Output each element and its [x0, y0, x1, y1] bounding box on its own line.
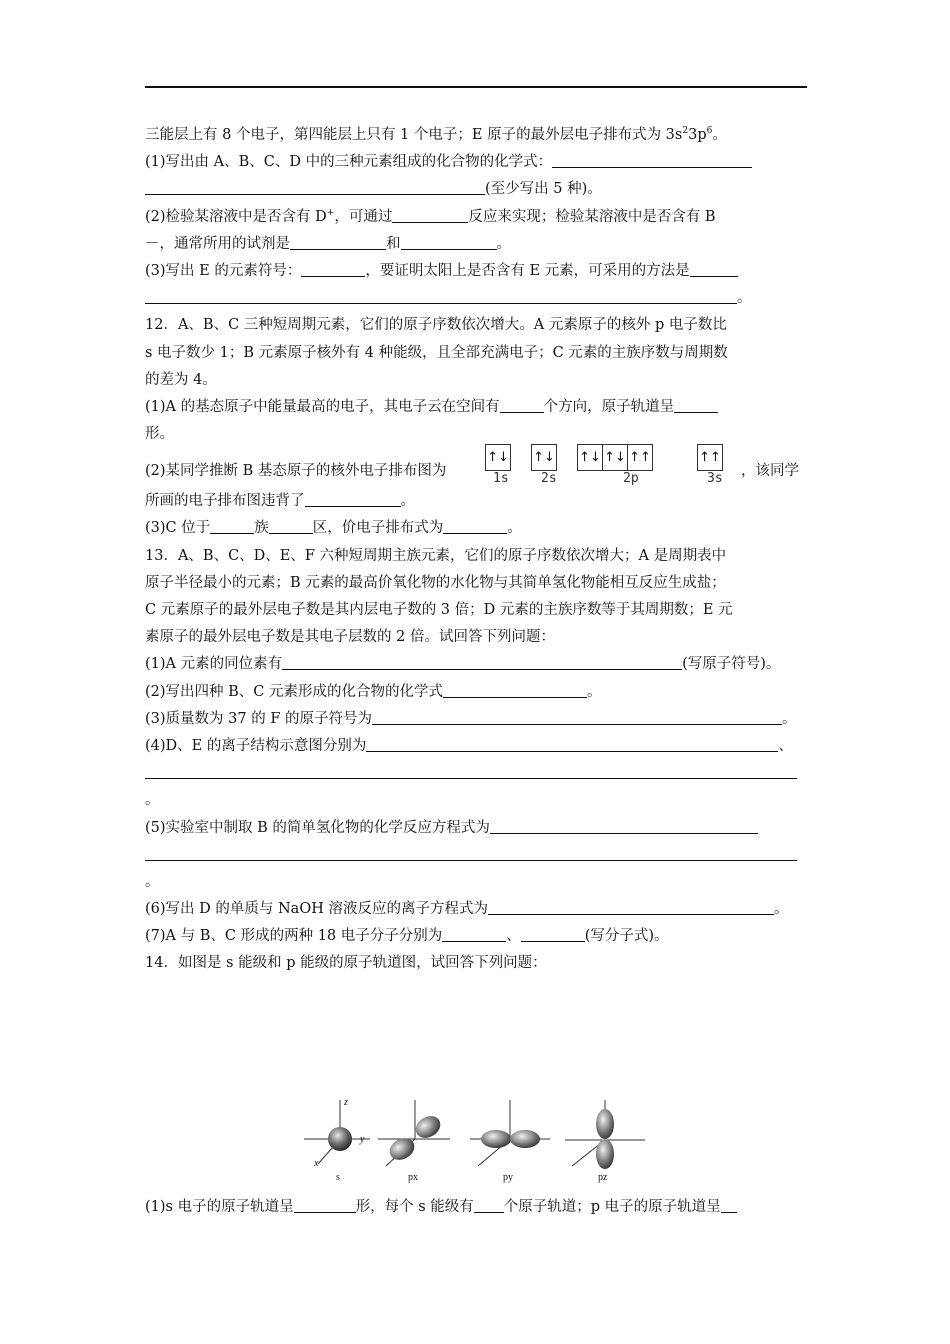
orbital-label-3s: 3s [707, 471, 723, 487]
q11-part2: (2)检验某溶液中是否含有 D+，可通过 反应来实现；检验某溶液中是否含有 B [145, 207, 716, 225]
q13-part7: (7)A 与 B、C 形成的两种 18 电子分子分别为 、 (写分子式)。 [145, 928, 669, 945]
answer-blank[interactable] [500, 398, 544, 413]
orbital-label-1s: 1s [493, 471, 509, 487]
py-orbital-lobe [481, 1130, 511, 1148]
q11-part3-cont: 。 [145, 285, 810, 312]
pz-orbital-lobe [596, 1139, 614, 1169]
q11-continued-line: 三能层上有 8 个电子，第四能层上只有 1 个电子；E 原子的最外层电子排布式为 $3s^23p^6$。 [145, 126, 727, 143]
q13-stem: 13．A、B、C、D、E、F 六种短周期主族元素，它们的原子序数依次增大；A 是周期表中 [145, 547, 727, 564]
answer-blank[interactable] [145, 289, 737, 304]
answer-blank[interactable] [269, 519, 313, 534]
caption-px: px [408, 1172, 418, 1183]
header-rule [145, 86, 807, 88]
caption-pz: pz [598, 1172, 608, 1183]
answer-blank[interactable] [210, 519, 254, 534]
q13-stem: 素原子的最外层电子数是其电子层数的 2 倍。试回答下列问题： [145, 629, 555, 646]
q12-part2-tail: ，该同学 [741, 463, 799, 480]
answer-blank[interactable] [488, 900, 774, 915]
answer-blank[interactable] [294, 1198, 356, 1213]
py-orbital-panel [470, 1100, 550, 1166]
q12-part3: (3)C 位于 族 区，价电子排布式为 。 [145, 520, 522, 537]
caption-py: py [503, 1172, 513, 1183]
answer-blank[interactable] [301, 262, 365, 277]
axis-label-x: x [314, 1158, 319, 1169]
orbital-figure [300, 1094, 650, 1186]
answer-blank[interactable] [674, 398, 718, 413]
answer-blank[interactable] [401, 235, 497, 250]
q12-part2-cont: 所画的电子排布图违背了 。 [145, 493, 415, 510]
q11-part1: (1)写出由 A、B、C、D 中的三种元素组成的化合物的化学式： [145, 149, 810, 176]
orbital-box-2p: ↑↓ ↑↓ ↑↑ [577, 444, 653, 471]
answer-blank[interactable] [443, 519, 507, 534]
q13-part2: (2)写出四种 B、C 元素形成的化合物的化学式 。 [145, 683, 602, 700]
q12-stem: 12．A、B、C 三种短周期元素，它们的原子序数依次增大。A 元素原子的核外 p 电子数比 [145, 317, 727, 334]
orbital-box-2s: ↑↓ [531, 444, 557, 471]
orbital-box-3s: ↑↑ [697, 444, 723, 471]
answer-blank[interactable] [366, 737, 778, 752]
q13-part5: (5)实验室中制取 B 的简单氢化物的化学反应方程式为 [145, 815, 810, 842]
q12-stem: 的差为 4。 [145, 371, 217, 388]
answer-blank[interactable] [442, 927, 506, 942]
q13-part5-cont [145, 842, 810, 869]
answer-blank[interactable] [145, 180, 485, 195]
q11-part3: (3)写出 E 的元素符号： ，要证明太阳上是否含有 E 元素，可采用的方法是 [145, 258, 810, 285]
axis-label-z: z [344, 1097, 348, 1108]
q12-part1-cont: 形。 [145, 426, 174, 443]
py-orbital-lobe [510, 1130, 540, 1148]
answer-blank[interactable] [290, 235, 386, 250]
q14-part1: (1)s 电子的原子轨道呈 形，每个 s 能级有 个原子轨道；p 电子的原子轨道呈 [145, 1194, 810, 1221]
q13-part6: (6)写出 D 的单质与 NaOH 溶液反应的离子方程式为 。 [145, 901, 789, 918]
orbital-label-2s: 2s [541, 471, 557, 487]
px-orbital-lobe [386, 1134, 419, 1164]
answer-blank[interactable] [474, 1198, 504, 1213]
q11-part2-cont: －，通常所用的试剂是 和 。 [145, 235, 511, 252]
s-orbital-panel [304, 1100, 370, 1164]
q12-part2-row [145, 448, 810, 488]
pz-orbital-panel [565, 1100, 645, 1169]
orbital-label-2p: 2p [623, 471, 639, 487]
px-orbital-panel [378, 1100, 450, 1166]
q13-part5-end: 。 [145, 873, 160, 890]
q11-part1-cont: (至少写出 5 种)。 [145, 176, 810, 203]
answer-blank[interactable] [552, 153, 752, 168]
q13-part4: (4)D、E 的离子结构示意图分别为 、 [145, 737, 793, 754]
q14-stem: 14．如图是 s 能级和 p 能级的原子轨道图，试回答下列问题： [145, 955, 547, 972]
axis-label-y: y [360, 1134, 365, 1145]
q14-part1-block [145, 1194, 810, 1221]
q13-stem: C 元素原子的最外层电子数是其内层电子数的 3 倍；D 元素的主族序数等于其周期数；E 元 [145, 602, 733, 618]
answer-blank[interactable] [372, 710, 782, 725]
answer-blank[interactable] [521, 927, 585, 942]
s-orbital-sphere [328, 1127, 352, 1151]
q12-part1: (1)A 的基态原子中能量最高的电子，其电子云在空间有 个方向，原子轨道呈 [145, 394, 810, 421]
q13-part4-cont [145, 760, 810, 787]
answer-blank[interactable] [443, 683, 587, 698]
answer-blank[interactable] [721, 1198, 737, 1213]
orbital-box-1s: ↑↓ [485, 444, 511, 471]
q12-part2: (2)某同学推断 B 基态原子的核外电子排布图为 [145, 463, 447, 480]
answer-blank[interactable] [145, 846, 797, 861]
q12-stem: s 电子数少 1；B 元素原子核外有 4 种能级，且全部充满电子；C 元素的主族序数与周期数 [145, 344, 728, 361]
answer-blank[interactable] [490, 819, 758, 834]
answer-blank[interactable] [305, 492, 401, 507]
document-body [145, 122, 810, 978]
answer-blank[interactable] [282, 655, 682, 670]
q13-part3: (3)质量数为 37 的 F 的原子符号为 。 [145, 710, 797, 727]
answer-blank[interactable] [392, 208, 468, 223]
caption-s: s [336, 1172, 340, 1183]
answer-blank[interactable] [690, 262, 738, 277]
q13-part4-end: 。 [145, 792, 160, 809]
q13-part1: (1)A 元素的同位素有 (写原子符号)。 [145, 656, 781, 673]
q13-stem: 原子半径最小的元素；B 元素的最高价氧化物的水化物与其简单氢化物能相互反应生成盐； [145, 574, 726, 591]
answer-blank[interactable] [145, 764, 797, 779]
pz-orbital-lobe [596, 1109, 614, 1139]
px-orbital-lobe [412, 1112, 445, 1142]
